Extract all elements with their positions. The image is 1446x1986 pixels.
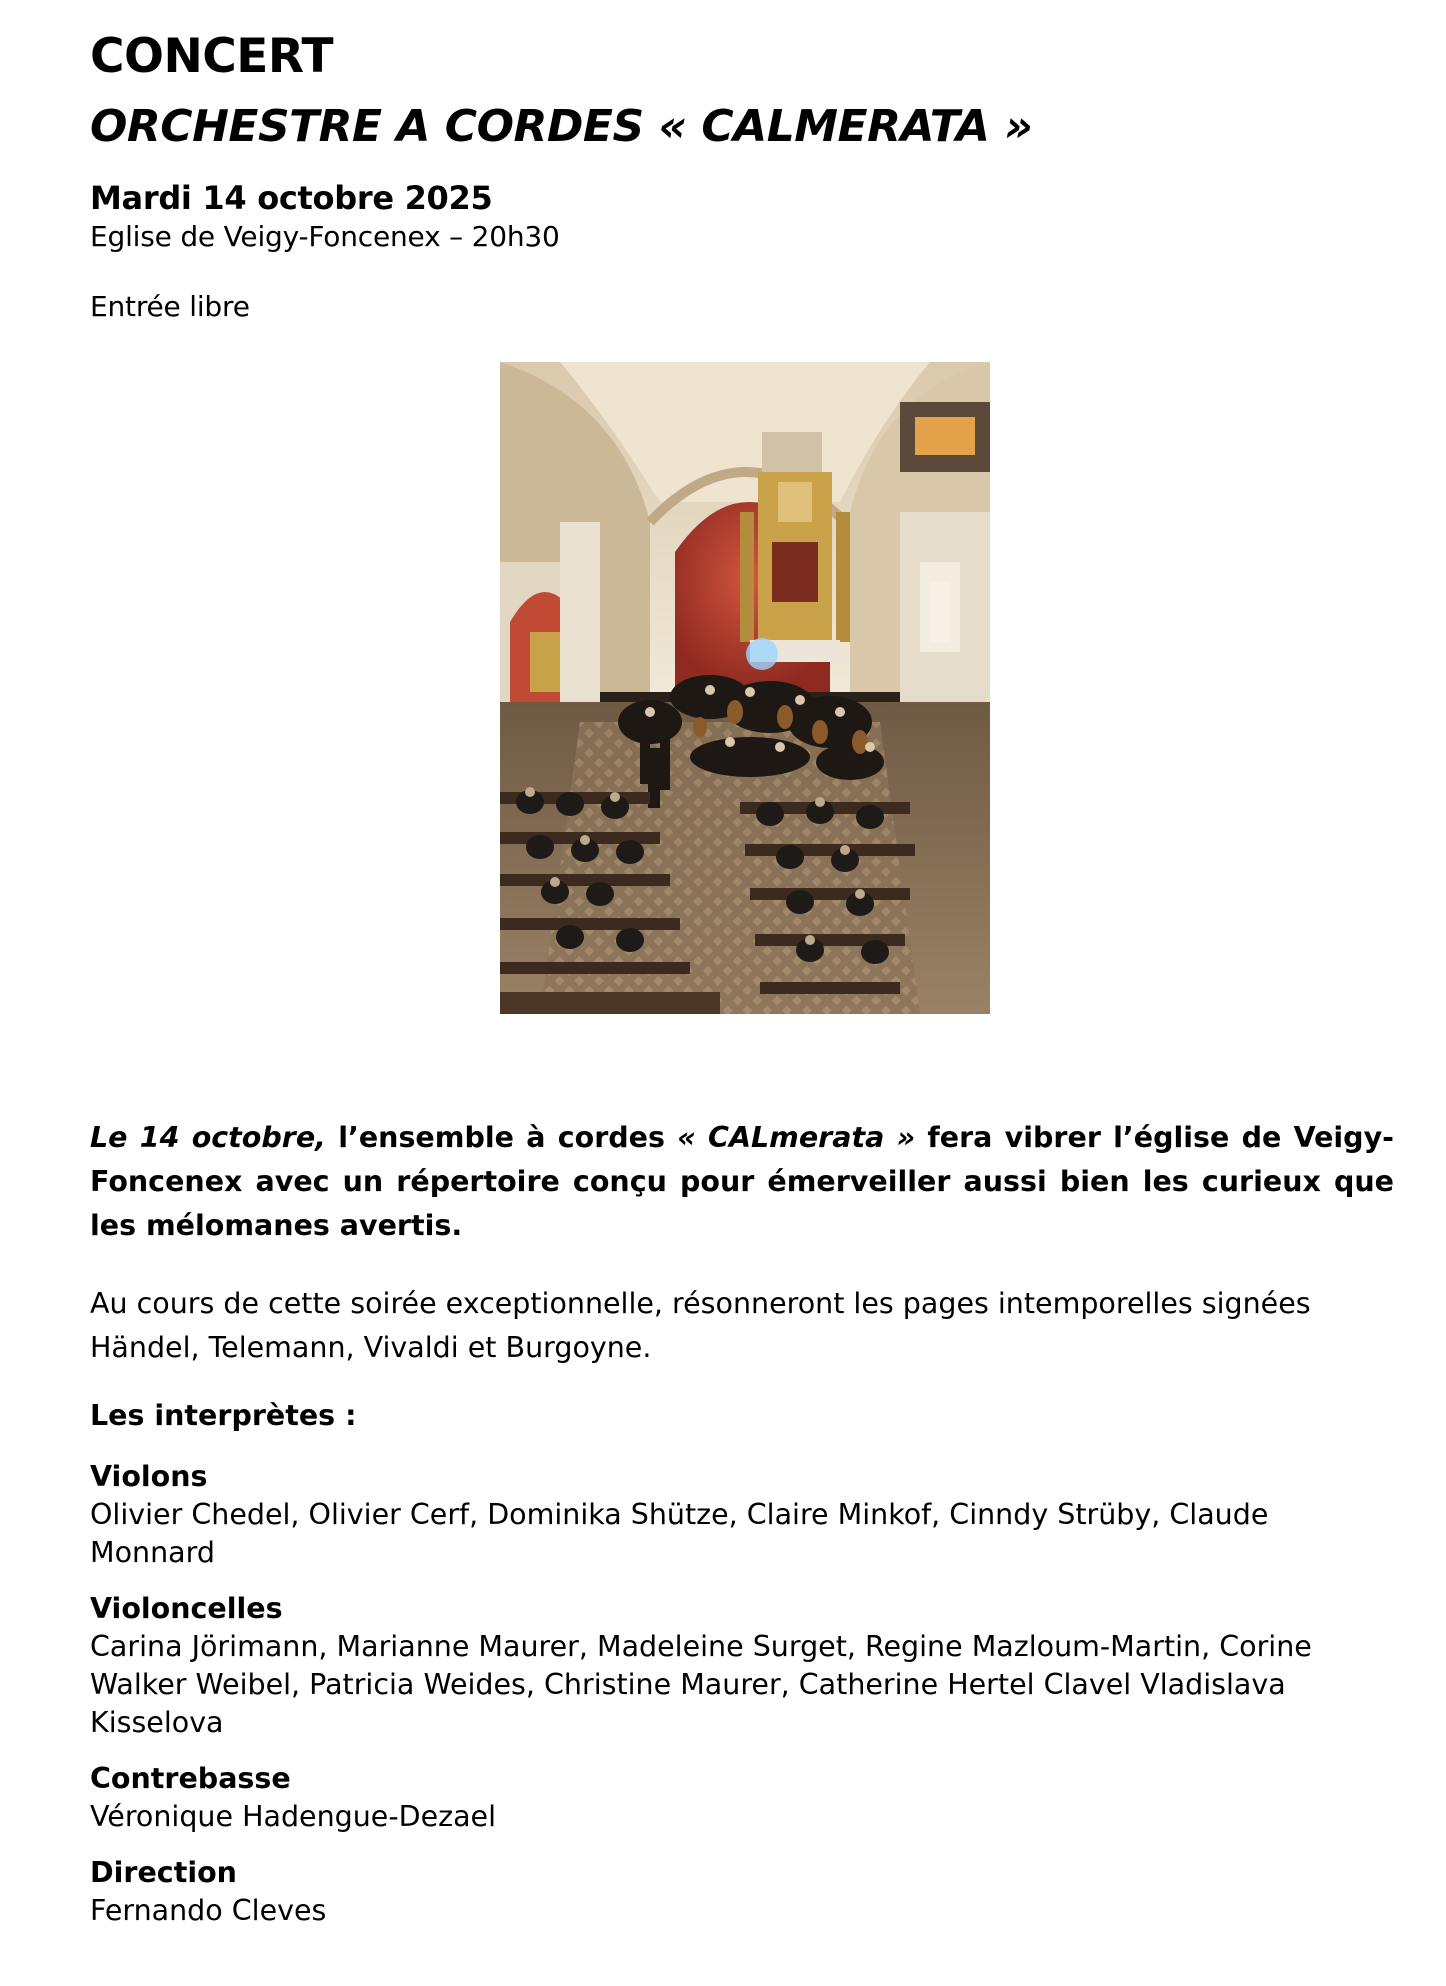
lead-date: Le 14 octobre, [90, 1121, 326, 1154]
ensemble-name: « CALmerata » [677, 1121, 916, 1154]
performers-title: Les interprètes : [90, 1399, 357, 1432]
church-orchestra-image [500, 362, 990, 1014]
orchestra-title: ORCHESTRE A CORDES « CALMERATA » [90, 101, 1033, 152]
group-heading: Violoncelles [90, 1592, 283, 1625]
lead-text-1: l’ensemble à cordes [325, 1121, 678, 1154]
performer-group-double-bass [90, 1760, 1394, 1836]
concert-date: Mardi 14 octobre 2025 [90, 179, 493, 217]
concert-header [90, 26, 1390, 326]
performer-group-cellos [90, 1590, 1394, 1742]
performer-group-direction [90, 1854, 1394, 1930]
page-title: CONCERT [90, 29, 334, 84]
group-heading: Contrebasse [90, 1762, 291, 1795]
group-names: Olivier Chedel, Olivier Cerf, Dominika Shütze, Claire Minkof, Cinndy Strüby, Claude Monnard [90, 1498, 1269, 1569]
performers-section [90, 1396, 1394, 1948]
concert-venue: Eglise de Veigy-Foncenex – 20h30 [90, 220, 560, 253]
group-names: Véronique Hadengue-Dezael [90, 1800, 496, 1833]
lead-paragraph [90, 1116, 1394, 1248]
group-heading: Violons [90, 1460, 208, 1493]
performer-group-violins [90, 1458, 1394, 1572]
concert-photo [500, 362, 990, 1014]
lead-text-2: fera vibrer l’église de Veigy-Foncenex avec un répertoire conçu pour émerveiller aussi bien les curieux que les mélomanes avertis. [90, 1121, 1394, 1242]
program-description: Au cours de cette soirée exceptionnelle, résonneront les pages intemporelles signées Händel, Telemann, Vivaldi et Burgoyne. [90, 1287, 1311, 1364]
group-heading: Direction [90, 1856, 237, 1889]
group-names: Fernando Cleves [90, 1894, 327, 1927]
entry-info: Entrée libre [90, 290, 250, 323]
group-names: Carina Jörimann, Marianne Maurer, Madeleine Surget, Regine Mazloum-Martin, Corine Walker Weibel, Patricia Weides, Christine Maurer, Catherine Hertel Clavel Vladislava Kisselova [90, 1630, 1312, 1739]
